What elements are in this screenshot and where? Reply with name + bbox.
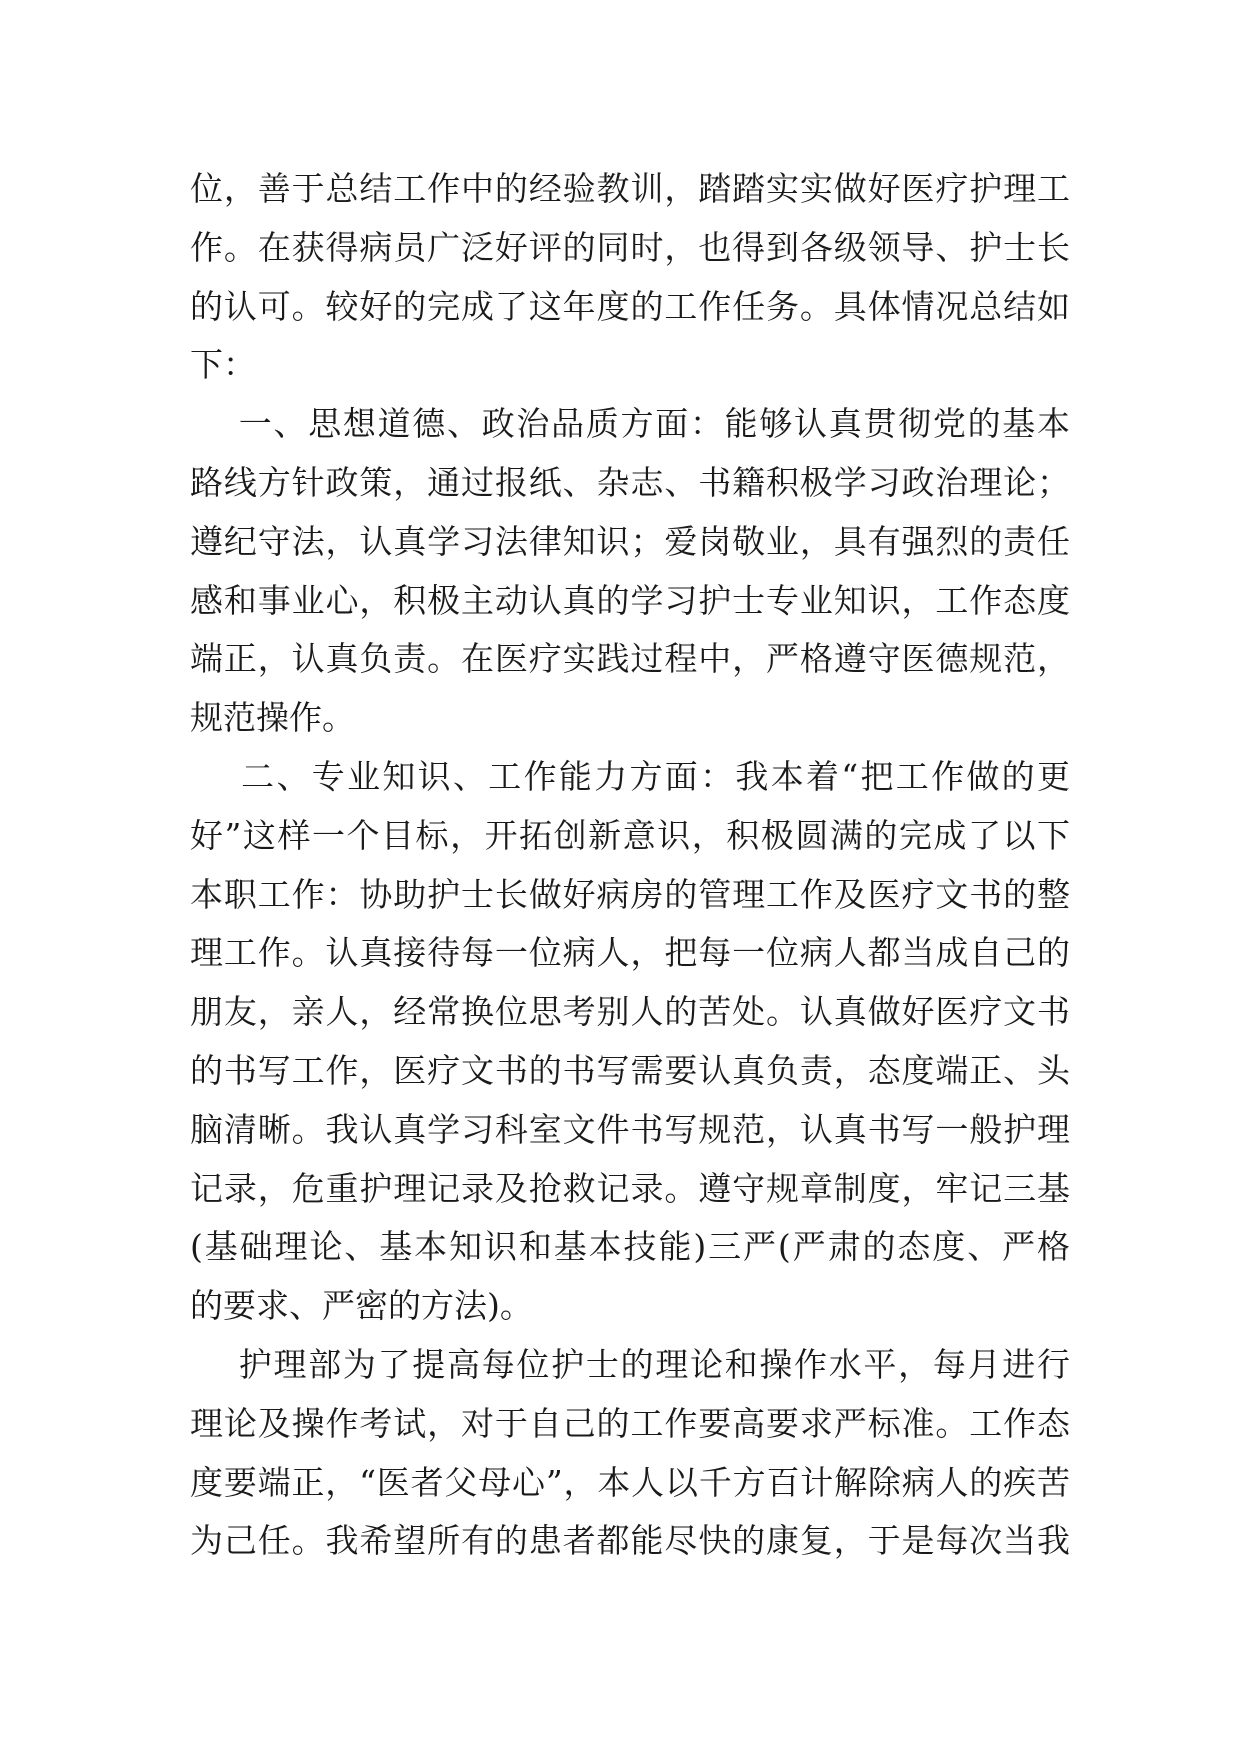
text-line: 规范操作。 [190,698,355,738]
text-line: 朋友，亲人，经常换位思考别人的苦处。认真做好医疗文书 [190,992,1070,1032]
text-line: 的要求、严密的方法)。 [190,1286,533,1326]
text-line: (基础理论、基本知识和基本技能)三严(严肃的态度、严格 [190,1227,1070,1267]
text-line: 二、专业知识、工作能力方面：我本着“把工作做的更 [190,756,1070,796]
text-line: 为己任。我希望所有的患者都能尽快的康复，于是每次当我 [190,1521,1070,1561]
text-line: 端正，认真负责。在医疗实践过程中，严格遵守医德规范， [190,639,1070,679]
text-line: 记录，危重护理记录及抢救记录。遵守规章制度，牢记三基 [190,1168,1070,1208]
text-line: 本职工作：协助护士长做好病房的管理工作及医疗文书的整 [190,874,1070,914]
text-line: 感和事业心，积极主动认真的学习护士专业知识，工作态度 [190,580,1070,620]
text-line: 脑清晰。我认真学习科室文件书写规范，认真书写一般护理 [190,1109,1070,1149]
text-line: 一、思想道德、政治品质方面：能够认真贯彻党的基本 [190,404,1070,444]
text-line: 理工作。认真接待每一位病人，把每一位病人都当成自己的 [190,933,1070,973]
text-line: 的认可。较好的完成了这年度的工作任务。具体情况总结如 [190,286,1070,326]
text-line: 好”这样一个目标，开拓创新意识，积极圆满的完成了以下 [190,815,1070,855]
text-line: 路线方针政策，通过报纸、杂志、书籍积极学习政治理论； [190,462,1070,502]
text-line: 作。在获得病员广泛好评的同时，也得到各级领导、护士长 [190,227,1070,267]
text-line: 下： [190,345,256,385]
text-line: 护理部为了提高每位护士的理论和操作水平，每月进行 [190,1344,1070,1384]
body-text [190,160,1070,1571]
text-line: 位，善于总结工作中的经验教训，踏踏实实做好医疗护理工 [190,169,1070,208]
text-line: 理论及操作考试，对于自己的工作要高要求严标准。工作态 [190,1403,1070,1443]
text-line: 遵纪守法，认真学习法律知识；爱岗敬业，具有强烈的责任 [190,521,1070,561]
text-line: 的书写工作，医疗文书的书写需要认真负责，态度端正、头 [190,1050,1070,1090]
text-line: 度要端正，“医者父母心”，本人以千方百计解除病人的疾苦 [190,1462,1070,1502]
